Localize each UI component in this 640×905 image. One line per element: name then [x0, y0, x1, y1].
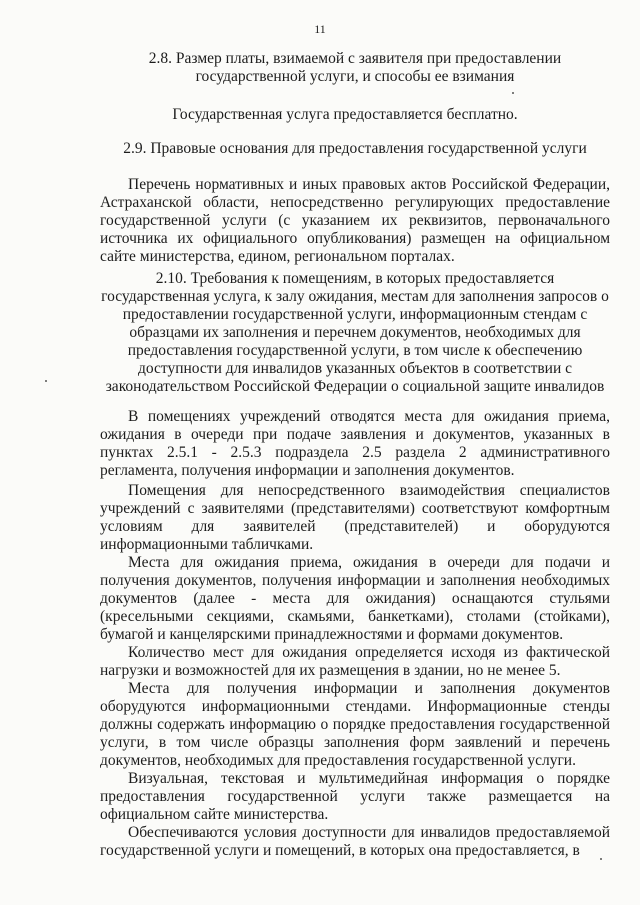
scan-speck	[600, 858, 602, 860]
section-2-9-text: Перечень нормативных и иных правовых актов Российской Федерации, Астраханской области, непосредственно регулирующих предоставление государственной услуги (с указанием их реквизитов, первоначального источника их официального опубликования) размещен на официальном сайте министерства, едином, региональном порталах.	[100, 176, 610, 265]
paragraph-seat-count: Количество мест для ожидания определяется исходя из фактической нагрузки и возможностей для их размещения в здании, но не менее 5.	[100, 644, 610, 679]
page-number: 11	[314, 22, 326, 36]
scan-speck	[512, 92, 514, 94]
paragraph-info-stands: Места для получения информации и заполнения документов оборудуются информационными стендами. Информационные стенды должны содержать информацию о порядке предоставления государственной услуги, в том числе образцы заполнения форм заявлений и перечень документов, необходимых для предоставления государственной услуги.	[100, 680, 610, 769]
paragraph-accessibility: Обеспечиваются условия доступности для инвалидов предоставляемой государственной услуги и помещений, в которых она предоставляется, в	[100, 824, 610, 859]
section-2-9-heading: 2.9. Правовые основания для предоставления государственной услуги	[123, 140, 587, 157]
paragraph-waiting-equipment: Места для ожидания приема, ожидания в очереди для подачи и получения документов, получения информации и заполнения необходимых документов (далее - места для ожидания) оснащаются стульями (кресельными секциями, скамьями, банкетками), столами (стойками), бумагой и канцелярскими принадлежностями и формами документов.	[100, 554, 610, 643]
scan-speck	[45, 380, 47, 382]
section-2-8-heading: 2.8. Размер платы, взимаемой с заявителя при предоставлении государственной услуги, и способы ее взимания	[148, 50, 562, 85]
section-2-10-heading: 2.10. Требования к помещениям, в которых предоставляется государственная услуга, к залу ожидания, местам для заполнения запросов о предоставлении государственной услуги, информационным стендам с образцами их заполнения и перечнем документов, необходимых для предоставления государственной услуги, в том числе к обеспечению доступности для инвалидов указанных объектов в соответствии с законодательством Российской Федерации о социальной защите инвалидов	[101, 270, 609, 395]
paragraph-visual-info: Визуальная, текстовая и мультимедийная информация о порядке предоставления государственной услуги также размещается на официальном сайте министерства.	[100, 770, 610, 823]
paragraph-interaction-rooms: Помещения для непосредственного взаимодействия специалистов учреждений с заявителями (представителями) соответствуют комфортным условиям для заявителей (представителей) и оборудуются информационными табличками.	[100, 482, 610, 553]
paragraph-waiting-places: В помещениях учреждений отводятся места для ожидания приема, ожидания в очереди при подаче заявления и документов, указанных в пунктах 2.5.1 - 2.5.3 подраздела 2.5 раздела 2 административного регламента, получения информации и заполнения документов.	[100, 408, 610, 479]
section-2-8-text: Государственная услуга предоставляется бесплатно.	[172, 106, 518, 123]
